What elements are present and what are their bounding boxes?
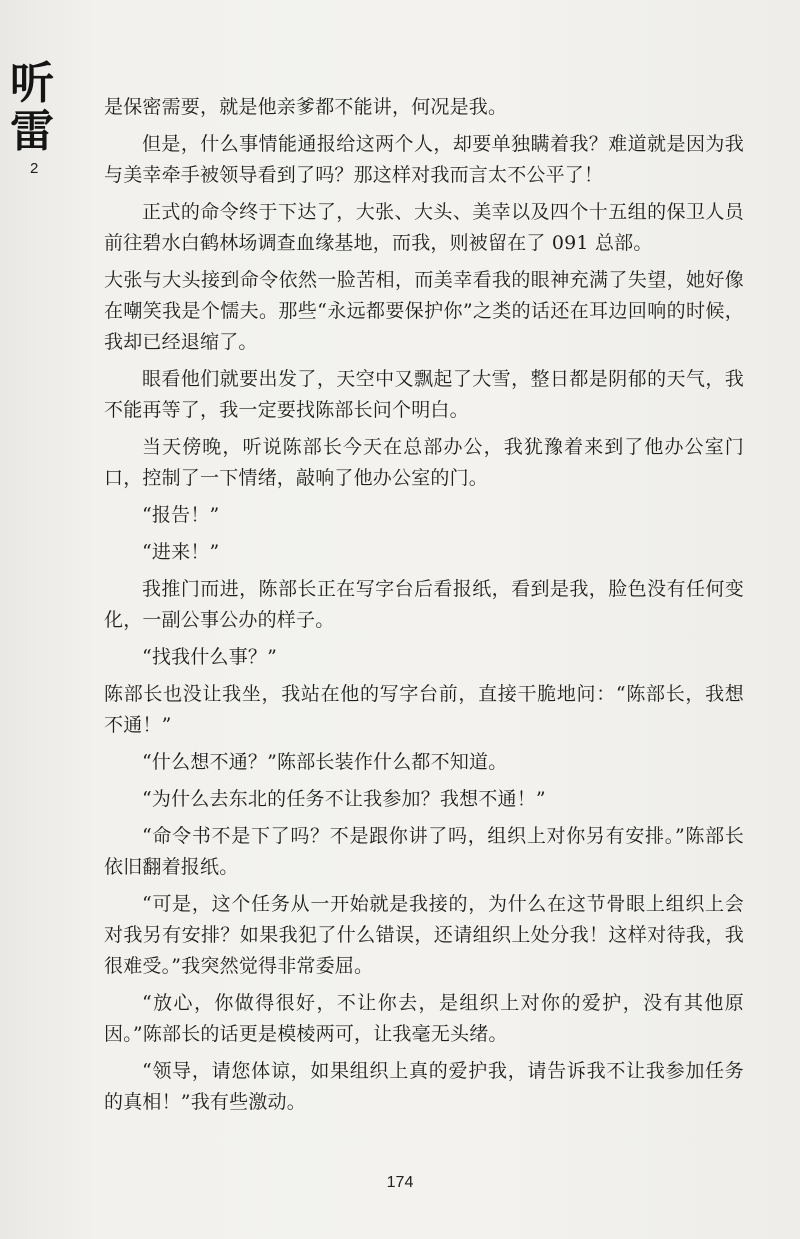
paragraph: “领导，请您体谅，如果组织上真的爱护我，请告诉我不让我参加任务的真相！”我有些激动。	[104, 1060, 744, 1113]
page-number: 174	[386, 1174, 414, 1191]
paragraph: “命令书不是下了吗？不是跟你讲了吗，组织上对你另有安排。”陈部长依旧翻着报纸。	[104, 825, 744, 878]
paragraph: “报告！”	[142, 504, 220, 526]
paragraph: “找我什么事？”	[142, 646, 278, 668]
series-title-char-2: 雷	[10, 106, 54, 157]
side-number: 2	[30, 160, 39, 177]
series-title	[10, 60, 66, 156]
paragraph: 是保密需要，就是他亲爹都不能讲，何况是我。	[104, 96, 508, 118]
paragraph: 正式的命令终于下达了，大张、大头、美幸以及四个十五组的保卫人员前往碧水白鹤林场调查血缘基地，而我，则被留在了 091 总部。	[104, 201, 744, 254]
paragraph: 眼看他们就要出发了，天空中又飘起了大雪，整日都是阴郁的天气，我不能再等了，我一定要找陈部长问个明白。	[104, 368, 744, 421]
series-title-char-1: 听	[10, 58, 54, 109]
paragraph: “进来！”	[142, 541, 220, 563]
paragraph: 但是，什么事情能通报给这两个人，却要单独瞒着我？难道就是因为我与美幸牵手被领导看到了吗？那这样对我而言太不公平了！	[104, 133, 744, 186]
paragraph: “为什么去东北的任务不让我参加？我想不通！”	[142, 788, 546, 810]
body-text	[104, 92, 744, 1124]
paragraph: 大张与大头接到命令依然一脸苦相，而美幸看我的眼神充满了失望，她好像在嘲笑我是个懦夫。那些“永远都要保护你”之类的话还在耳边回响的时候，我却已经退缩了。	[104, 269, 744, 353]
paragraph: 我推门而进，陈部长正在写字台后看报纸，看到是我，脸色没有任何变化，一副公事公办的样子。	[104, 578, 744, 631]
paragraph: 陈部长也没让我坐，我站在他的写字台前，直接干脆地问：“陈部长，我想不通！”	[104, 683, 744, 736]
paragraph: “什么想不通？”陈部长装作什么都不知道。	[142, 751, 508, 773]
paragraph: “放心，你做得很好，不让你去，是组织上对你的爱护，没有其他原因。”陈部长的话更是模棱两可，让我毫无头绪。	[104, 992, 744, 1045]
paragraph: 当天傍晚，听说陈部长今天在总部办公，我犹豫着来到了他办公室门口，控制了一下情绪，敲响了他办公室的门。	[104, 436, 744, 489]
paragraph: “可是，这个任务从一开始就是我接的，为什么在这节骨眼上组织上会对我另有安排？如果我犯了什么错误，还请组织上处分我！这样对待我，我很难受。”我突然觉得非常委屈。	[104, 893, 744, 977]
